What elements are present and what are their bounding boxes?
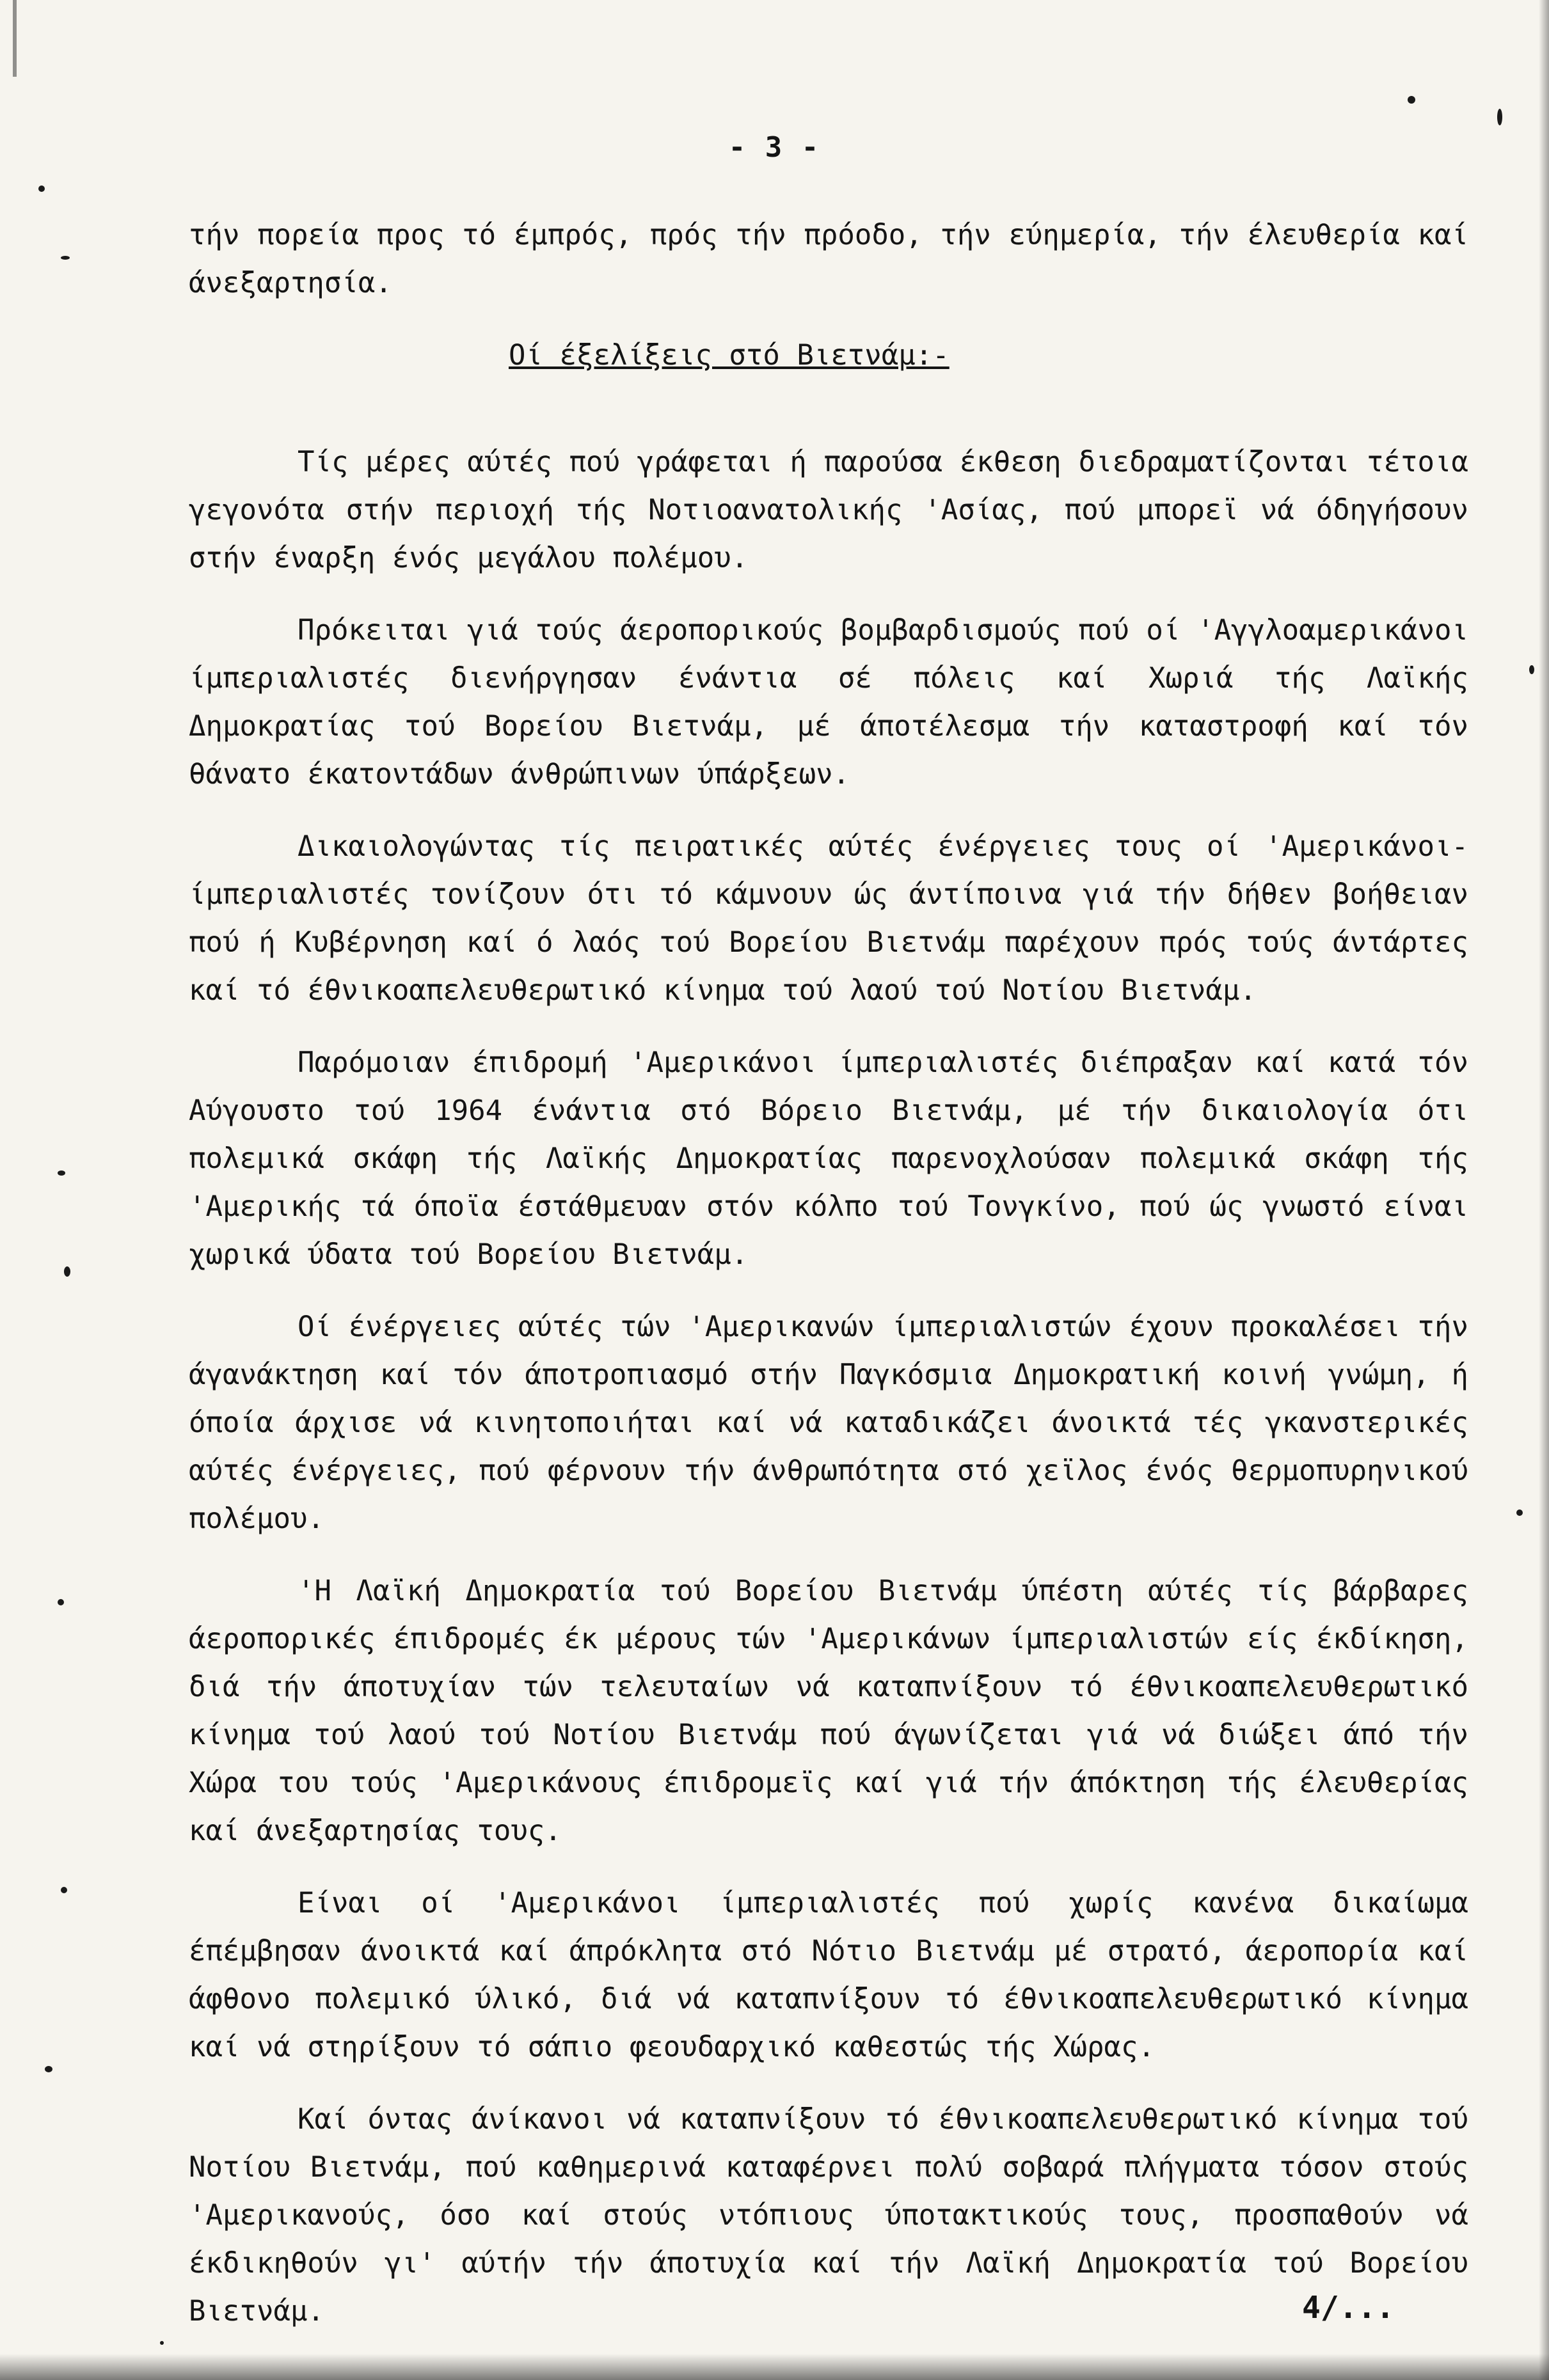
paragraph: Είναι οί 'Αμερικάνοι ίμπεριαλιστές πού χωρίς κανένα δικαίωμα έπέμβησαν άνοικτά καί άπρόκλητα στό Νότιο Βιετνάμ μέ στρατό, άεροπορία καί άφθονο πολεμικό ύλικό, διά νά καταπνίξουν τό έθνικοαπελευθερωτικό κίνημα καί νά στηρίξουν τό σάπιο φεουδαρχικό καθεστώς τής Χώρας. [189,1887,1468,2063]
scan-speck [160,2341,164,2345]
continuation-marker: 4/... [1302,2290,1395,2326]
page-number: - 3 - [728,131,820,164]
scan-speck [61,256,70,260]
scan-speck [1408,96,1415,104]
scan-shadow-right [1539,0,1549,2380]
section-heading-text: Οί έξελίξεις στό Βιετνάμ:- [509,339,949,372]
paragraph: 'Η Λαϊκή Δημοκρατία τού Βορείου Βιετνάμ ύπέστη αύτές τίς βάρβαρες άεροπορικές έπιδρομές έκ μέρους τών 'Αμερικάνων ίμπεριαλιστών είς έκδίκηση, διά τήν άποτυχίαν τών τελευταίων νά καταπνίξουν τό έθνικοαπελευθερωτικό κίνημα τού λαού τού Νοτίου Βιετνάμ πού άγωνίζεται γιά νά διώξει άπό τήν Χώρα του τούς 'Αμερικάνους έπιδρομεϊς καί γιά τήν άπόκτηση τής έλευθερίας καί άνεξαρτησίας τους. [189,1575,1468,1847]
paragraph-intro-continuation: τήν πορεία προς τό έμπρός, πρός τήν πρόοδο, τήν εύημερία, τήν έλευθερία καί άνεξαρτησία. [189,219,1468,299]
paragraph: Πρόκειται γιά τούς άεροπορικούς βομβαρδισμούς πού οί 'Αγγλοαμερικάνοι ίμπεριαλιστές διενήργησαν ένάντια σέ πόλεις καί Χωριά τής Λαϊκής Δημοκρατίας τού Βορείου Βιετνάμ, μέ άποτέλεσμα τήν καταστροφή καί τόν θάνατο έκατοντάδων άνθρώπινων ύπάρξεων. [189,614,1468,791]
paragraph: Δικαιολογώντας τίς πειρατικές αύτές ένέργειες τους οί 'Αμερικάνοι-ίμπεριαλιστές τονίζουν ότι τό κάμνουν ώς άντίποινα γιά τήν δήθεν βοήθειαν πού ή Κυβέρνηση καί ό λαός τού Βορείου Βιετνάμ παρέχουν πρός τούς άντάρτες καί τό έθνικοαπελευθερωτικό κίνημα τού λαού τού Νοτίου Βιετνάμ. [189,830,1468,1007]
scan-speck [64,1266,70,1277]
paragraph: Οί ένέργειες αύτές τών 'Αμερικανών ίμπεριαλιστών έχουν προκαλέσει τήν άγανάκτηση καί τόν άποτροπιασμό στήν Παγκόσμια Δημοκρατική κοινή γνώμη, ή όποία άρχισε νά κινητοποιήται καί νά καταδικάζει άνοικτά τές γκανστερικές αύτές ένέργειες, πού φέρνουν τήν άνθρωπότητα στό χεϊλος ένός θερμοπυρηνικού πολέμου. [189,1311,1468,1535]
paragraph: Καί όντας άνίκανοι νά καταπνίξουν τό έθνικοαπελευθερωτικό κίνημα τού Νοτίου Βιετνάμ, πού καθημερινά καταφέρνει πολύ σοβαρά πλήγματα τόσον στούς 'Αμερικανούς, όσο καί στούς ντόπιους ύποτακτικούς τους, προσπαθούν νά έκδικηθούν γι' αύτήν τήν άποτυχία καί τήν Λαϊκή Δημοκρατία τού Βορείου Βιετνάμ. [189,2103,1468,2328]
scan-edge-mark [13,0,17,77]
paragraph: Παρόμοιαν έπιδρομή 'Αμερικάνοι ίμπεριαλιστές διέπραξαν καί κατά τόν Αύγουστο τού 1964 ένάντια στό Βόρειο Βιετνάμ, μέ τήν δικαιολογία ότι πολεμικά σκάφη τής Λαϊκής Δημοκρατίας παρενοχλούσαν πολεμικά σκάφη τής 'Αμερικής τά όποϊα έστάθμευαν στόν κόλπο τού Τονγκίνο, πού ώς γνωστό είναι χωρικά ύδατα τού Βορείου Βιετνάμ. [189,1046,1468,1271]
scan-speck [58,1170,65,1176]
section-heading [189,331,1468,379]
scan-speck [1497,109,1502,125]
scan-shadow-bottom [0,2354,1549,2380]
document-body [189,211,1468,2360]
scan-speck [61,1887,67,1893]
scan-speck [45,2066,52,2072]
paragraph: Τίς μέρες αύτές πού γράφεται ή παρούσα έκθεση διεδραματίζονται τέτοια γεγονότα στήν περιοχή τής Νοτιοανατολικής 'Ασίας, πού μπορεϊ νά όδηγήσουν στήν έναρξη ένός μεγάλου πολέμου. [189,446,1468,574]
scan-speck [1529,665,1534,674]
scan-speck [38,185,45,192]
scan-speck [58,1599,64,1605]
scan-speck [1516,1509,1523,1516]
